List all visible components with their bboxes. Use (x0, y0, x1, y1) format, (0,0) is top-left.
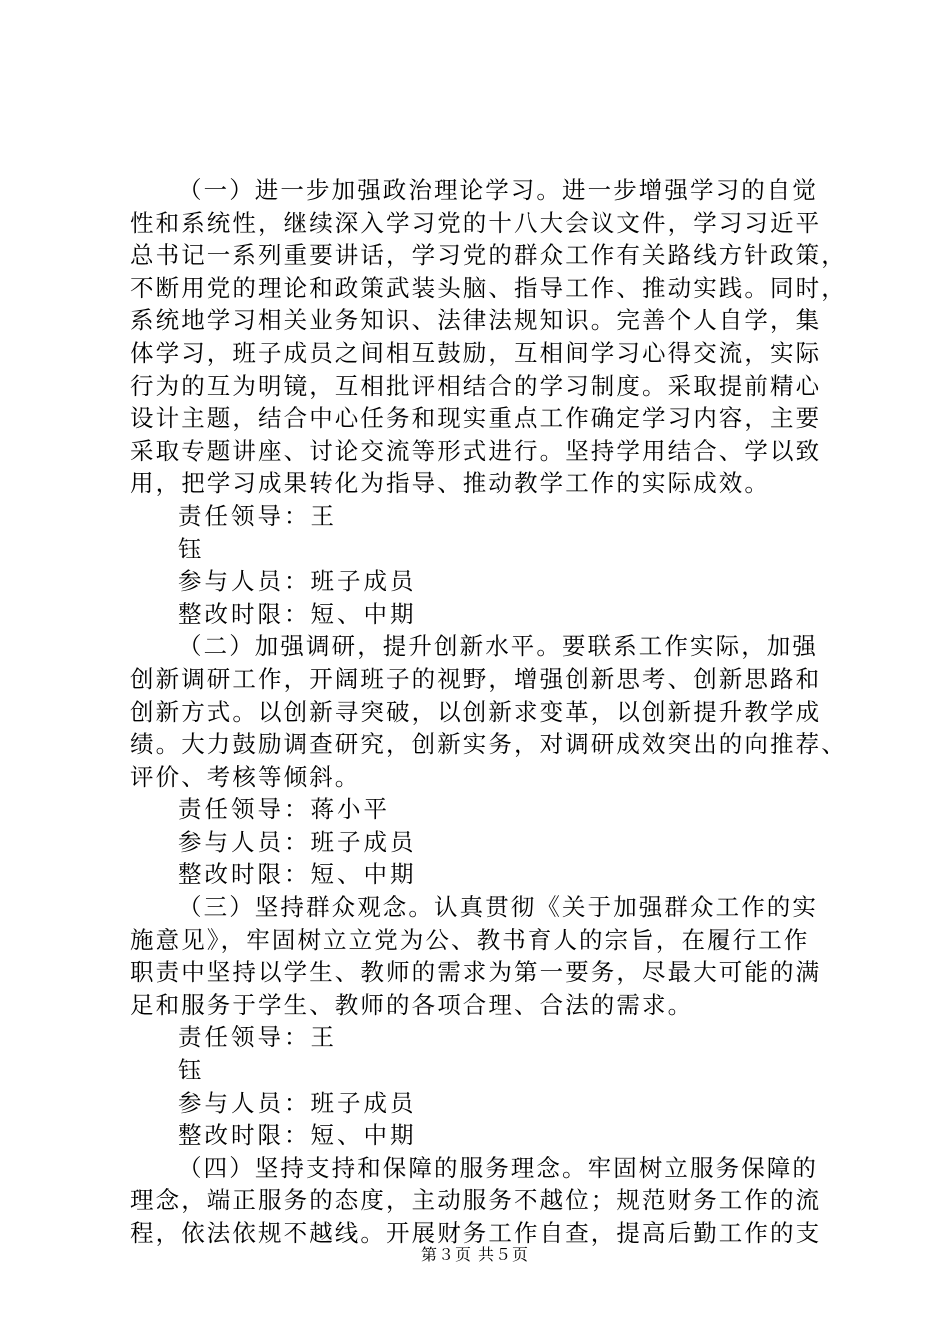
document-body (130, 174, 847, 1250)
section-1 (130, 174, 847, 630)
paragraph-line: 性和系统性，继续深入学习党的十八大会议文件，学习习近平 (130, 208, 822, 237)
paragraph-line: （一）进一步加强政治理论学习。进一步增强学习的自觉 (178, 176, 818, 204)
paragraph-line: 不断用党的理论和政策武装头脑、指导工作、推动实践。同时， (130, 273, 847, 302)
responsible-leader-continued: 钰 (178, 534, 205, 563)
paragraph-line: （二）加强调研，提升创新水平。要联系工作实际，加强 (178, 632, 818, 661)
responsible-leader-continued: 钰 (178, 1056, 205, 1085)
paragraph-line: 总书记一系列重要讲话，学习党的群众工作有关路线方针政策， (130, 241, 847, 270)
responsible-leader: 责任领导：王 (178, 1023, 337, 1052)
paragraph-line: 职责中坚持以学生、教师的需求为第一要务，尽最大可能的满 (130, 958, 822, 987)
responsible-leader: 责任领导：王 (178, 501, 337, 530)
paragraph-line: 绩。大力鼓励调查研究，创新实务，对调研成效突出的向推荐、 (130, 730, 847, 759)
paragraph-line: 设计主题，结合中心任务和现实重点工作确定学习内容，主要 (130, 404, 822, 433)
paragraph-line: 行为的互为明镜，互相批评相结合的学习制度。采取提前精心 (130, 371, 822, 400)
paragraph-line: （四）坚持支持和保障的服务理念。牢固树立服务保障的 (178, 1153, 818, 1182)
paragraph-line: （三）坚持群众观念。认真贯彻《关于加强群众工作的实 (178, 893, 818, 922)
paragraph-line: 程，依法依规不越线。开展财务工作自查，提高后勤工作的支 (130, 1219, 822, 1247)
paragraph-line: 采取专题讲座、讨论交流等形式进行。坚持学用结合、学以致 (130, 436, 822, 465)
responsible-leader: 责任领导：蒋小平 (178, 795, 390, 824)
deadline: 整改时限：短、中期 (178, 860, 417, 889)
participants: 参与人员：班子成员 (178, 827, 417, 856)
section-2 (130, 630, 847, 891)
section-3 (130, 891, 830, 1152)
deadline: 整改时限：短、中期 (178, 1121, 417, 1150)
paragraph-line: 评价、考核等倾斜。 (130, 762, 361, 791)
paragraph-line: 系统地学习相关业务知识、法律法规知识。完善个人自学，集 (130, 306, 822, 335)
section-4 (130, 1152, 830, 1250)
paragraph-line: 创新方式。以创新寻突破，以创新求变革，以创新提升教学成 (130, 697, 822, 726)
paragraph-line: 理念，端正服务的态度，主动服务不越位；规范财务工作的流 (130, 1186, 822, 1215)
page-number-footer: 第３页 共５页 (420, 1245, 530, 1264)
participants: 参与人员：班子成员 (178, 1088, 417, 1117)
paragraph-line: 足和服务于学生、教师的各项合理、合法的需求。 (130, 990, 694, 1019)
paragraph-line: 创新调研工作，开阔班子的视野，增强创新思考、创新思路和 (130, 664, 822, 693)
paragraph-line: 用，把学习成果转化为指导、推动教学工作的实际成效。 (130, 469, 770, 498)
paragraph-line: 施意见》，牢固树立立党为公、教书育人的宗旨，在履行工作 (130, 925, 810, 954)
participants: 参与人员：班子成员 (178, 567, 417, 596)
paragraph-line: 体学习，班子成员之间相互鼓励，互相间学习心得交流，实际 (130, 338, 822, 367)
deadline: 整改时限：短、中期 (178, 599, 417, 628)
